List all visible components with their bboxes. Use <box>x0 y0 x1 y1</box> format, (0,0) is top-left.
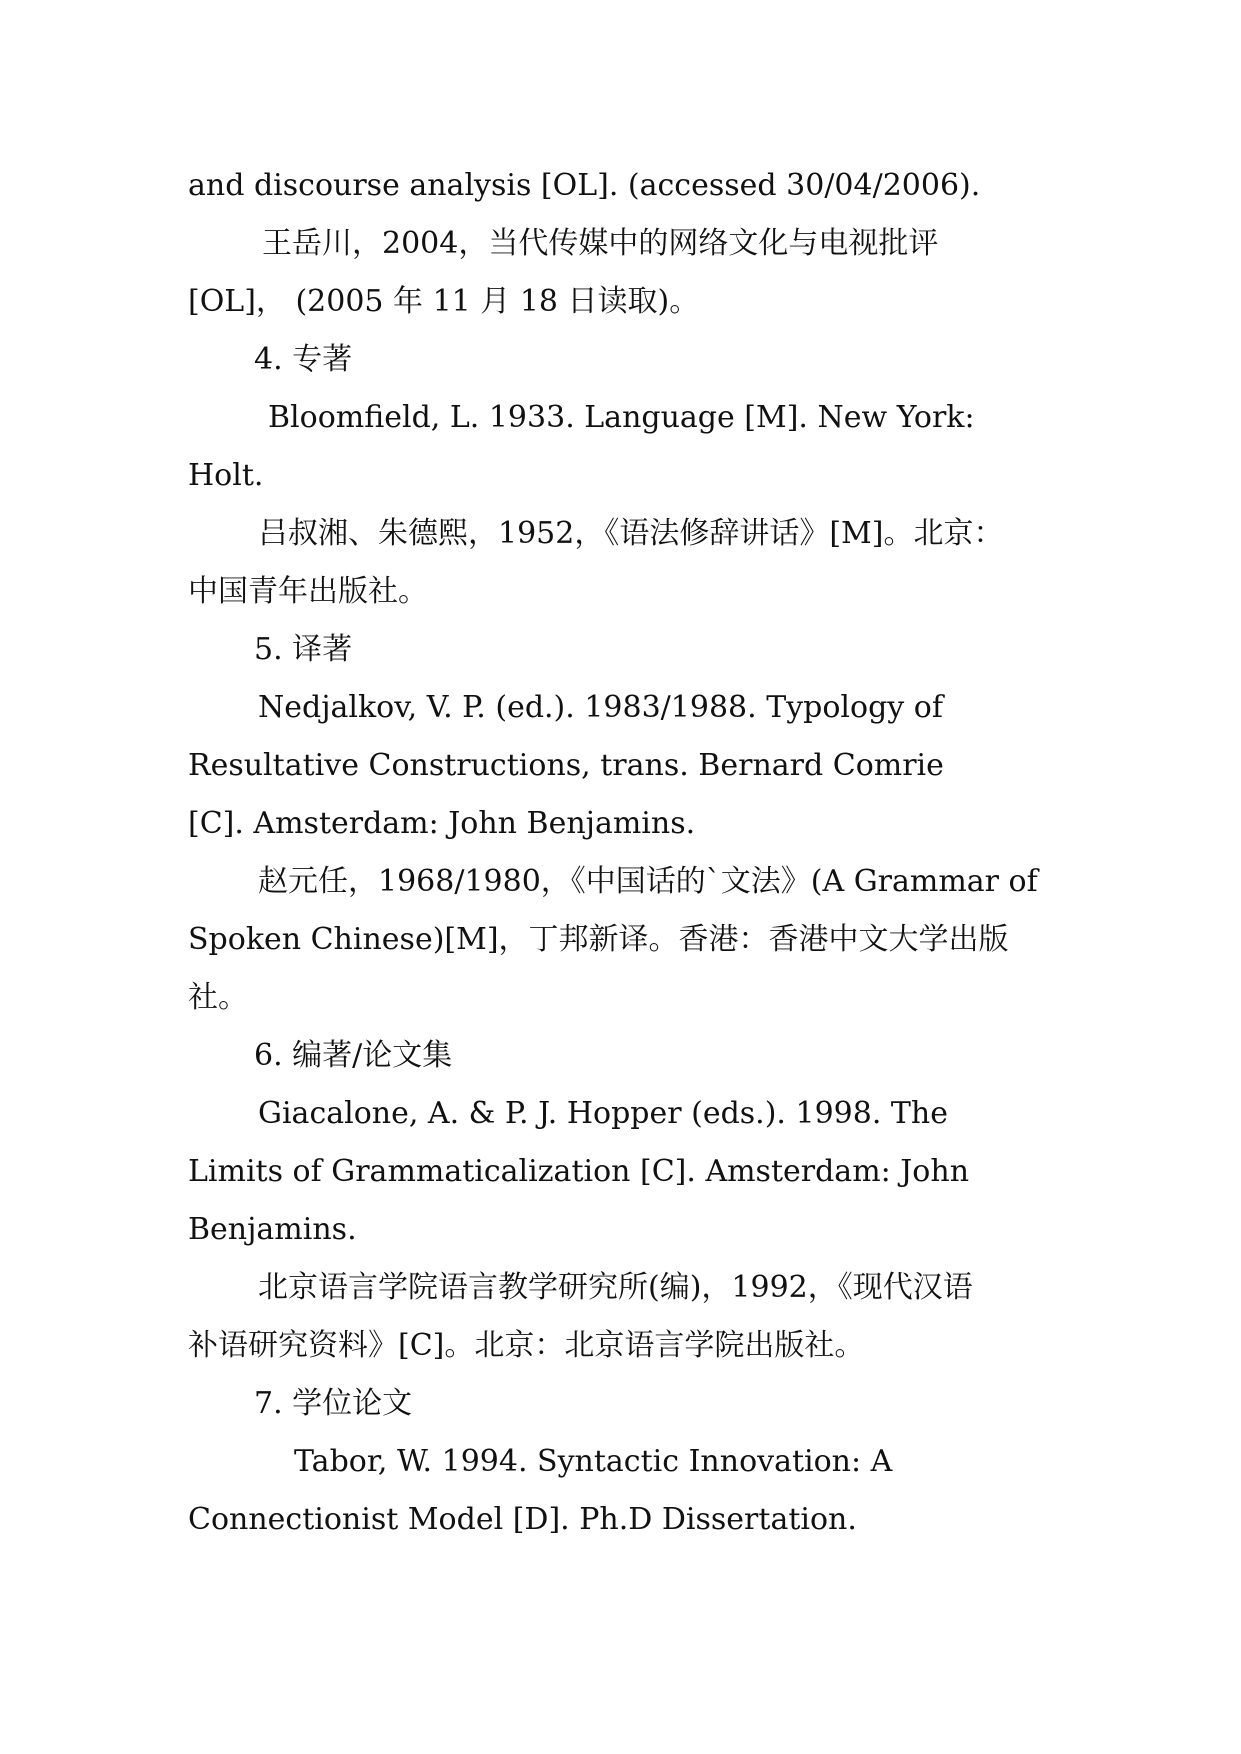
text-line: 北京语言学院语言教学研究所(编)，1992，《现代汉语 <box>258 1270 973 1305</box>
text-line: 补语研究资料》[C]。北京：北京语言学院出版社。 <box>188 1328 865 1363</box>
section-heading: 6. 编著/论文集 <box>254 1038 453 1073</box>
text-line: Tabor, W. 1994. Syntactic Innovation: A <box>294 1444 893 1479</box>
text-line: Spoken Chinese)[M]，丁邦新译。香港：香港中文大学出版 <box>188 922 1009 957</box>
text-line: Nedjalkov, V. P. (ed.). 1983/1988. Typology of <box>258 690 943 725</box>
text-line: Benjamins. <box>188 1212 357 1247</box>
text-line: Giacalone, A. & P. J. Hopper (eds.). 1998. The <box>258 1096 948 1131</box>
text-line: [OL]， (2005 年 11 月 18 日读取)。 <box>188 284 700 319</box>
section-heading: 7. 学位论文 <box>254 1386 413 1421</box>
text-line: Bloomfield, L. 1933. Language [M]. New York: <box>268 400 975 435</box>
section-heading: 4. 专著 <box>254 342 353 377</box>
text-line: [C]. Amsterdam: John Benjamins. <box>188 806 696 841</box>
text-line: Connectionist Model [D]. Ph.D Dissertation. <box>188 1502 857 1537</box>
text-line: 社。 <box>188 980 248 1015</box>
text-line: Resultative Constructions, trans. Bernard Comrie <box>188 748 944 783</box>
text-line: 中国青年出版社。 <box>188 574 428 609</box>
text-line: Limits of Grammaticalization [C]. Amsterdam: John <box>188 1154 970 1189</box>
text-line: and discourse analysis [OL]. (accessed 30/04/2006). <box>188 168 981 203</box>
text-line: 王岳川，2004，当代传媒中的网络文化与电视批评 <box>262 226 939 261</box>
text-line: Holt. <box>188 458 264 493</box>
section-heading: 5. 译著 <box>254 632 353 667</box>
text-line: 吕叔湘、朱德熙，1952，《语法修辞讲话》[M]。北京： <box>258 516 1004 551</box>
text-line: 赵元任，1968/1980，《中国话的`文法》(A Grammar of <box>258 864 1038 899</box>
